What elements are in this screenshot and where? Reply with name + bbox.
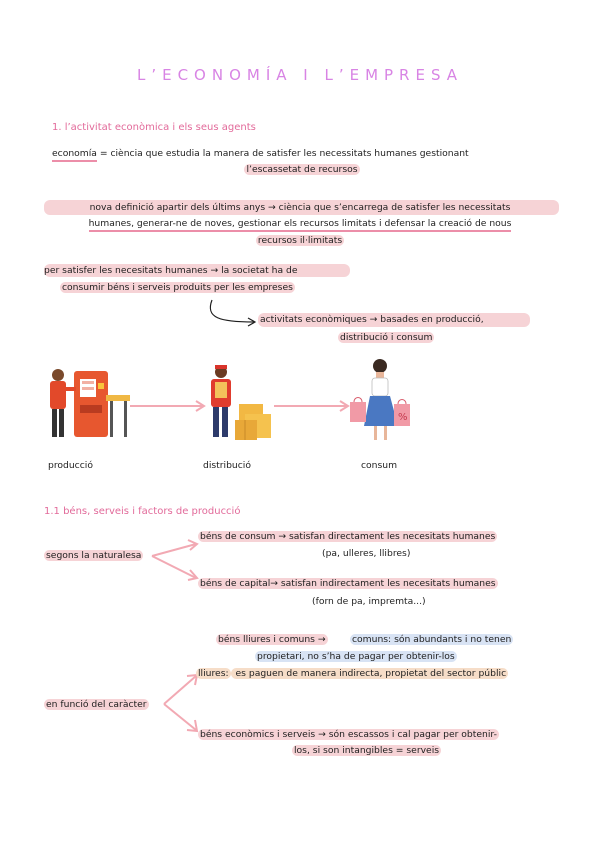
activitats-line-1: activitats econòmiques → basades en producció,	[260, 314, 484, 325]
satisfer-line-1: per satisfer les necesitats humanes → la societat ha de	[44, 265, 298, 276]
nova-definicio-line-3: recursos il·limitats	[257, 235, 343, 246]
distribution-illustration	[205, 364, 275, 444]
consumer-illustration	[344, 356, 414, 446]
comuns-line-2: propietari, no s’ha de pagar per obtenir-los	[257, 651, 455, 662]
section-2-heading: 1.1 béns, serveis i factors de producció	[44, 506, 241, 517]
arrow-right-icon	[272, 396, 352, 416]
naturalesa-label: segons la naturalesa	[46, 550, 142, 561]
bens-lliures-title: béns lliures i comuns →	[218, 634, 326, 645]
production-illustration	[44, 365, 134, 445]
naturalesa-label-wrap	[44, 548, 143, 563]
comuns-line-1: comuns: són abundants i no tenen	[352, 634, 512, 645]
nova-definicio-line-2: humanes, generar-ne de noves, gestionar els recursos limitats i defensar la creació de nous	[89, 218, 512, 232]
label-distribucio: distribució	[203, 460, 251, 471]
bens-capital-line-1-wrap	[198, 576, 498, 591]
label-produccio: producció	[48, 460, 93, 471]
lliures-label: lliures:	[198, 668, 229, 679]
section-1-heading: 1. l’activitat econòmica i els seus agents	[52, 122, 256, 133]
nova-definicio-line-1: nova definició apartir dels últims anys → ciència que s’encarrega de satisfer les necessitats	[89, 202, 511, 213]
arrow-right-icon	[128, 396, 208, 416]
lliures-line-wrap	[196, 666, 508, 681]
caracter-label: en funció del caràcter	[46, 699, 147, 710]
bens-consum-line-1-wrap	[198, 529, 497, 544]
comuns-line-2-wrap	[255, 649, 457, 664]
activitats-line-2: distribució i consum	[340, 332, 433, 343]
bens-economics-line-1-wrap	[198, 727, 499, 742]
caracter-label-wrap	[44, 697, 149, 712]
bens-economics-line-2-wrap	[292, 743, 441, 758]
satisfer-line-2: consumir béns i serveis produits per les empreses	[62, 282, 293, 293]
bens-consum-line-2: (pa, ulleres, llibres)	[322, 548, 411, 559]
page-title: L’ECONOMÍA I L’EMPRESA	[136, 66, 464, 84]
label-consum: consum	[361, 460, 398, 471]
economia-def-line-1: = ciència que estudia la manera de satisfer les necessitats humanes gestionant	[96, 148, 469, 159]
bag-percent-label: %	[398, 412, 408, 423]
lliures-text: es paguen de manera indirecta, propietat del sector públic	[232, 668, 507, 679]
bens-capital-line-1: béns de capital→ satisfan indirectament les necesitats humanes	[200, 578, 496, 589]
bens-economics-line-2: los, si son intangibles = serveis	[294, 745, 440, 756]
bens-economics-line-1: béns econòmics i serveis → són escassos i cal pagar per obtenir-	[200, 729, 497, 740]
comuns-line-1-wrap	[350, 632, 513, 647]
bens-consum-line-1: béns de consum → satisfan directament les necesitats humanes	[200, 531, 496, 542]
bens-capital-line-2: (forn de pa, impremta...)	[312, 596, 426, 607]
economia-term: economía	[52, 148, 97, 162]
bens-lliures-title-wrap	[216, 632, 328, 647]
economia-def-line-2: l’escassetat de recursos	[246, 164, 358, 175]
activitats-line-2-wrap	[338, 330, 434, 345]
